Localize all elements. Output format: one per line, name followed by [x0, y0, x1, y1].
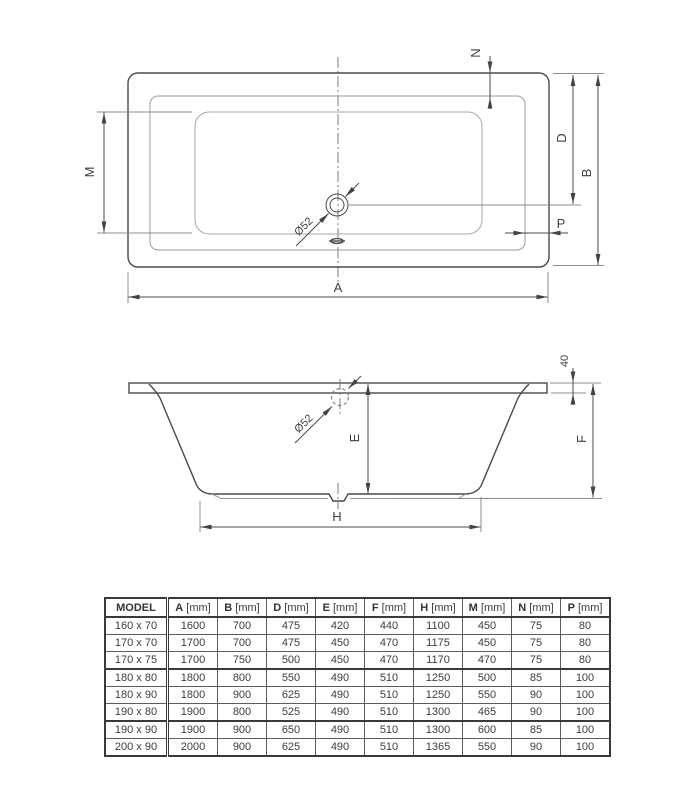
value-cell: 700 — [218, 617, 267, 635]
column-header: D [mm] — [267, 598, 316, 617]
dim-d — [553, 74, 604, 205]
table-row — [105, 652, 610, 670]
table-row — [105, 687, 610, 704]
value-cell: 85 — [512, 669, 561, 687]
value-cell: 650 — [267, 721, 316, 739]
table-body — [105, 617, 610, 756]
dim-m-label: M — [82, 166, 97, 178]
value-cell: 700 — [218, 635, 267, 652]
dim-f — [393, 384, 602, 499]
side-view — [129, 355, 602, 532]
value-cell: 550 — [463, 687, 512, 704]
value-cell: 500 — [463, 669, 512, 687]
column-header: H [mm] — [414, 598, 463, 617]
value-cell: 100 — [561, 669, 611, 687]
column-header: F [mm] — [365, 598, 414, 617]
value-cell: 470 — [463, 652, 512, 670]
table-row — [105, 739, 610, 757]
value-cell: 490 — [316, 669, 365, 687]
dimension-table-container — [104, 597, 611, 757]
value-cell: 1300 — [414, 721, 463, 739]
value-cell: 1250 — [414, 687, 463, 704]
table-row — [105, 704, 610, 722]
model-cell: 160 x 70 — [105, 617, 168, 635]
value-cell: 450 — [316, 652, 365, 670]
value-cell: 90 — [512, 704, 561, 722]
value-cell: 80 — [561, 635, 611, 652]
dim-rim-thickness-label: 40 — [559, 354, 571, 368]
value-cell: 1900 — [168, 704, 218, 722]
value-cell: 1250 — [414, 669, 463, 687]
dim-p-label: P — [556, 216, 566, 231]
value-cell: 900 — [218, 687, 267, 704]
value-cell: 80 — [561, 617, 611, 635]
dim-d-label: D — [554, 133, 569, 143]
value-cell: 800 — [218, 669, 267, 687]
table-header — [105, 598, 610, 617]
dim-m — [82, 112, 192, 233]
table-row — [105, 635, 610, 652]
dim-h-label: H — [332, 509, 342, 524]
value-cell: 450 — [463, 617, 512, 635]
value-cell: 100 — [561, 687, 611, 704]
value-cell: 75 — [512, 635, 561, 652]
drain-top — [292, 183, 581, 246]
value-cell: 100 — [561, 739, 611, 757]
dim-n-label: N — [468, 48, 483, 58]
value-cell: 1700 — [168, 652, 218, 670]
dim-b — [553, 75, 604, 266]
value-cell: 900 — [218, 721, 267, 739]
value-cell: 450 — [316, 635, 365, 652]
value-cell: 1900 — [168, 721, 218, 739]
tub-profile — [149, 384, 529, 501]
value-cell: 1170 — [414, 652, 463, 670]
value-cell: 100 — [561, 721, 611, 739]
column-header: N [mm] — [512, 598, 561, 617]
value-cell: 440 — [365, 617, 414, 635]
column-header: P [mm] — [561, 598, 611, 617]
dimension-table — [104, 597, 611, 757]
value-cell: 475 — [267, 617, 316, 635]
model-cell: 190 x 80 — [105, 704, 168, 722]
value-cell: 510 — [365, 704, 414, 722]
dim-a-label: A — [333, 280, 343, 295]
column-header: E [mm] — [316, 598, 365, 617]
value-cell: 510 — [365, 739, 414, 757]
value-cell: 510 — [365, 687, 414, 704]
value-cell: 500 — [267, 652, 316, 670]
value-cell: 550 — [267, 669, 316, 687]
value-cell: 1800 — [168, 687, 218, 704]
model-cell: 200 x 90 — [105, 739, 168, 757]
value-cell: 1800 — [168, 669, 218, 687]
dim-h — [200, 497, 481, 532]
dim-b-label: B — [579, 168, 594, 178]
model-cell: 190 x 90 — [105, 721, 168, 739]
value-cell: 510 — [365, 721, 414, 739]
value-cell: 475 — [267, 635, 316, 652]
value-cell: 625 — [267, 687, 316, 704]
dim-e-label: E — [347, 433, 362, 443]
value-cell: 550 — [463, 739, 512, 757]
value-cell: 470 — [365, 635, 414, 652]
dim-e — [347, 384, 368, 494]
value-cell: 1100 — [414, 617, 463, 635]
model-cell: 180 x 90 — [105, 687, 168, 704]
value-cell: 625 — [267, 739, 316, 757]
value-cell: 900 — [218, 739, 267, 757]
value-cell: 450 — [463, 635, 512, 652]
value-cell: 465 — [463, 704, 512, 722]
header-row — [105, 598, 610, 617]
value-cell: 75 — [512, 652, 561, 670]
value-cell: 420 — [316, 617, 365, 635]
value-cell: 490 — [316, 704, 365, 722]
column-header: M [mm] — [463, 598, 512, 617]
value-cell: 525 — [267, 704, 316, 722]
value-cell: 1700 — [168, 635, 218, 652]
value-cell: 90 — [512, 739, 561, 757]
value-cell: 2000 — [168, 739, 218, 757]
value-cell: 490 — [316, 721, 365, 739]
value-cell: 800 — [218, 704, 267, 722]
table-row — [105, 617, 610, 635]
table-row — [105, 669, 610, 687]
model-cell: 170 x 75 — [105, 652, 168, 670]
value-cell: 470 — [365, 652, 414, 670]
rim-profile — [129, 383, 547, 393]
value-cell: 490 — [316, 739, 365, 757]
value-cell: 510 — [365, 669, 414, 687]
value-cell: 90 — [512, 687, 561, 704]
drain-side — [292, 376, 361, 443]
overflow-mark — [329, 239, 345, 244]
value-cell: 80 — [561, 652, 611, 670]
dim-n — [468, 48, 490, 109]
dim-p — [505, 216, 568, 233]
value-cell: 1175 — [414, 635, 463, 652]
value-cell: 600 — [463, 721, 512, 739]
value-cell: 85 — [512, 721, 561, 739]
drain-diameter-label: Ø52 — [292, 412, 316, 436]
value-cell: 750 — [218, 652, 267, 670]
top-view — [82, 48, 604, 303]
drain-diameter-label: Ø52 — [292, 215, 316, 239]
value-cell: 75 — [512, 617, 561, 635]
dim-f-label: F — [574, 435, 589, 443]
column-header: MODEL — [105, 598, 168, 617]
value-cell: 1600 — [168, 617, 218, 635]
table-row — [105, 721, 610, 739]
value-cell: 1300 — [414, 704, 463, 722]
value-cell: 1365 — [414, 739, 463, 757]
value-cell: 100 — [561, 704, 611, 722]
column-header: B [mm] — [218, 598, 267, 617]
column-header: A [mm] — [168, 598, 218, 617]
model-cell: 170 x 70 — [105, 635, 168, 652]
value-cell: 490 — [316, 687, 365, 704]
model-cell: 180 x 80 — [105, 669, 168, 687]
